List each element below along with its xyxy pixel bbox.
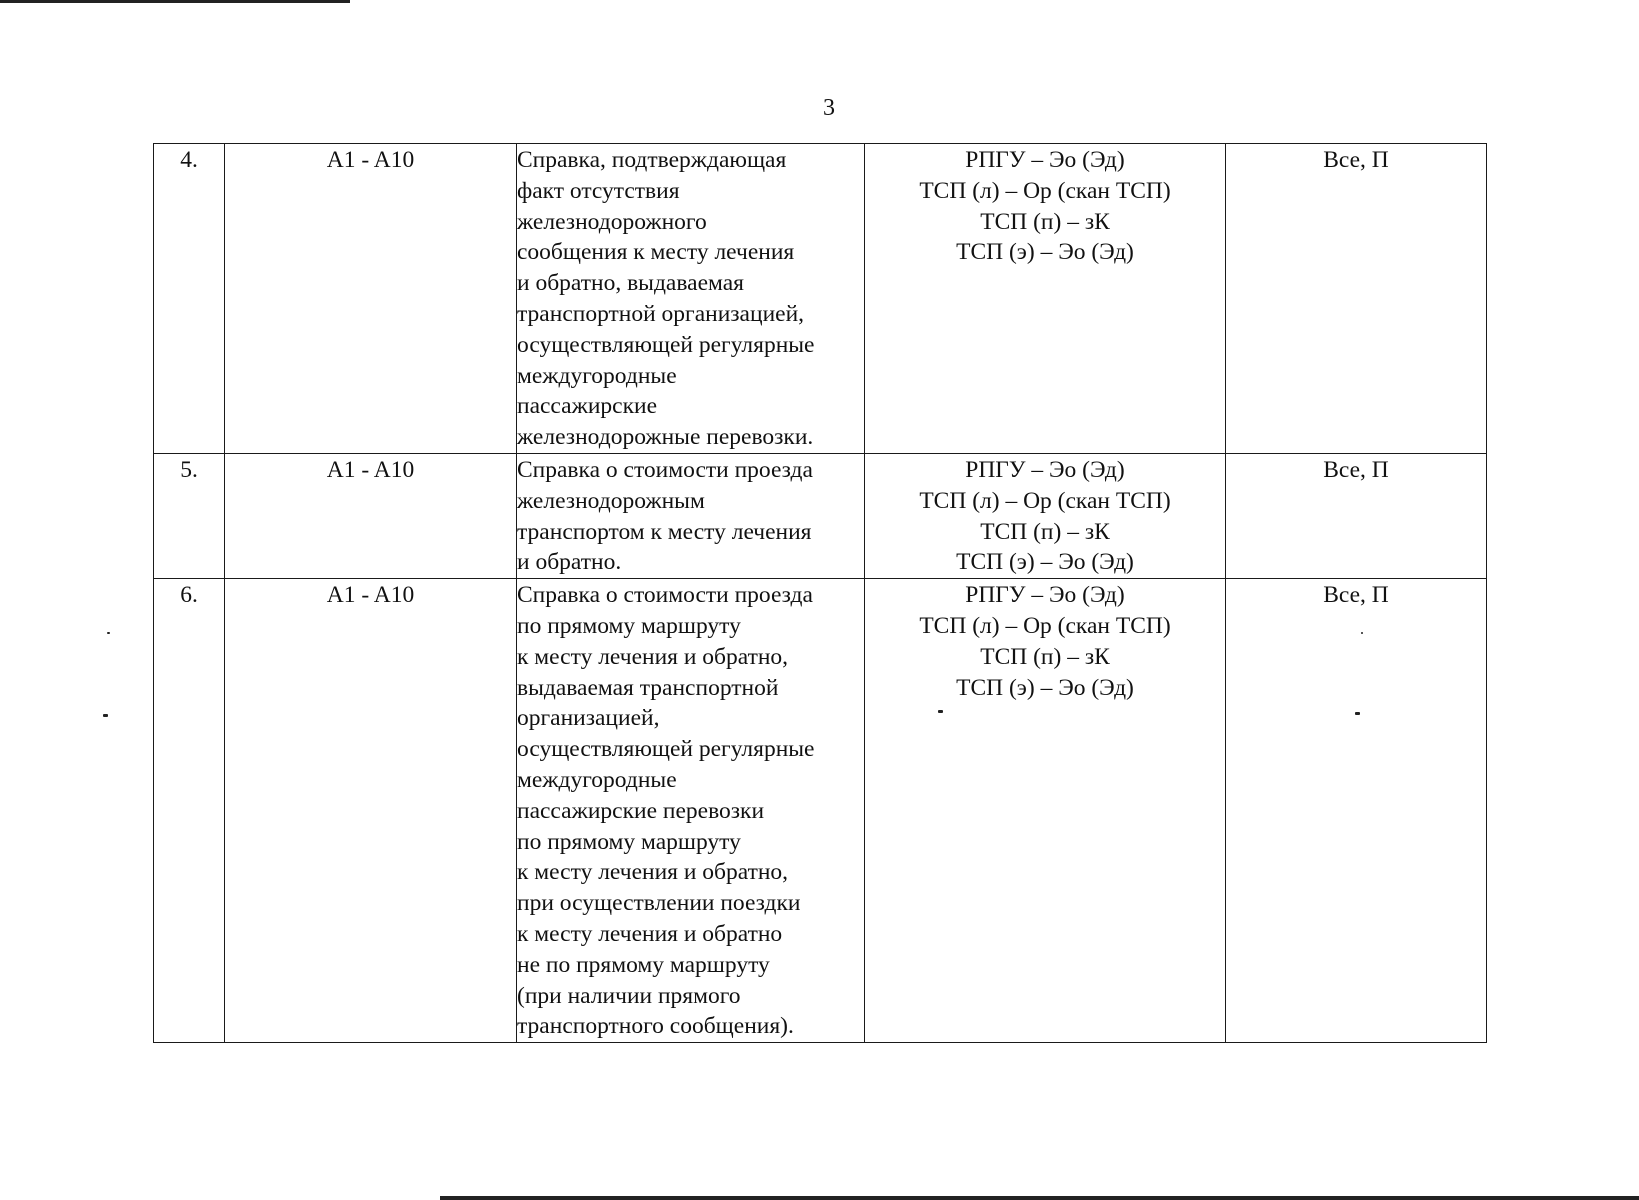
channels-cell — [865, 579, 1226, 1043]
row-number: 4. — [180, 147, 198, 173]
description-line: Справка о стоимости проезда — [517, 582, 813, 609]
description-line: Справка о стоимости проезда — [517, 456, 813, 483]
table-row — [154, 453, 1487, 578]
description-line: железнодорожным — [517, 487, 705, 514]
table-row — [154, 579, 1487, 1043]
channel-line: ТСП (л) – Ор (скан ТСП) — [919, 612, 1171, 639]
description-line: по прямому маршруту — [517, 612, 741, 639]
category: Все, П — [1323, 456, 1389, 483]
channels-cell — [865, 144, 1226, 454]
scan-speck — [938, 710, 943, 713]
description-line: осуществляющей регулярные — [517, 331, 815, 358]
description-line: организацией, — [517, 705, 660, 732]
document-table — [153, 143, 1487, 1043]
channels-cell — [865, 453, 1226, 578]
description-line: при осуществлении поездки — [517, 890, 801, 917]
description-line: к месту лечения и обратно, — [517, 643, 789, 670]
channel-line: ТСП (л) – Ор (скан ТСП) — [919, 177, 1171, 204]
code-range: A1 - A10 — [326, 582, 415, 609]
description-line: железнодорожного — [517, 208, 707, 235]
description-line: пассажирские перевозки — [517, 797, 765, 824]
description-line: (при наличии прямого — [517, 982, 741, 1009]
channel-line: ТСП (п) – зК — [980, 518, 1110, 545]
channel-line: ТСП (п) – зК — [980, 643, 1110, 670]
code-cell — [225, 453, 517, 578]
description-line: и обратно. — [517, 549, 622, 576]
description-line: по прямому маршруту — [517, 828, 741, 855]
channel-line: ТСП (э) – Эо (Эд) — [956, 549, 1134, 576]
scan-edge-bottom — [440, 1196, 1639, 1200]
code-cell — [225, 579, 517, 1043]
description-line: железнодорожные перевозки. — [517, 424, 814, 451]
channel-line: РПГУ – Эо (Эд) — [965, 456, 1125, 483]
category-cell — [1226, 453, 1487, 578]
table-row — [154, 144, 1487, 454]
page-number: 3 — [823, 95, 835, 121]
description-line: транспортного сообщения). — [517, 1013, 794, 1040]
description-line: осуществляющей регулярные — [517, 736, 815, 763]
code-range: A1 - A10 — [326, 147, 415, 173]
category-cell — [1226, 144, 1487, 454]
channel-line: РПГУ – Эо (Эд) — [965, 147, 1125, 173]
category-cell — [1226, 579, 1487, 1043]
scan-speck — [107, 632, 110, 634]
description-line: сообщения к месту лечения — [517, 239, 795, 266]
code-cell — [225, 144, 517, 454]
description-line: факт отсутствия — [517, 177, 680, 204]
description-line: выдаваемая транспортной — [517, 674, 779, 701]
channel-line: ТСП (э) – Эо (Эд) — [956, 239, 1134, 266]
description-line: и обратно, выдаваемая — [517, 270, 744, 297]
description-line: междугородные — [517, 766, 677, 793]
row-number-cell — [154, 144, 225, 454]
channel-line: ТСП (п) – зК — [980, 208, 1110, 235]
channel-line: ТСП (э) – Эо (Эд) — [956, 674, 1134, 701]
row-number-cell — [154, 579, 225, 1043]
description-line: пассажирские — [517, 393, 658, 420]
channel-line: ТСП (л) – Ор (скан ТСП) — [919, 487, 1171, 514]
scan-speck — [1361, 632, 1363, 634]
description-line: междугородные — [517, 362, 677, 389]
description-line: к месту лечения и обратно — [517, 920, 783, 947]
category: Все, П — [1323, 147, 1389, 173]
description-cell — [517, 579, 865, 1043]
scan-speck — [1355, 712, 1360, 715]
description-line: транспортной организацией, — [517, 300, 805, 327]
code-range: A1 - A10 — [326, 456, 415, 483]
description-cell — [517, 144, 865, 454]
row-number: 5. — [180, 456, 198, 483]
description-line: не по прямому маршруту — [517, 951, 770, 978]
description-line: к месту лечения и обратно, — [517, 859, 789, 886]
scan-speck — [103, 714, 108, 717]
row-number: 6. — [180, 582, 198, 609]
description-line: Справка, подтверждающая — [517, 147, 787, 173]
row-number-cell — [154, 453, 225, 578]
scan-edge-top — [0, 0, 350, 3]
description-cell — [517, 453, 865, 578]
category: Все, П — [1323, 582, 1389, 609]
description-line: транспортом к месту лечения — [517, 518, 812, 545]
channel-line: РПГУ – Эо (Эд) — [965, 582, 1125, 609]
